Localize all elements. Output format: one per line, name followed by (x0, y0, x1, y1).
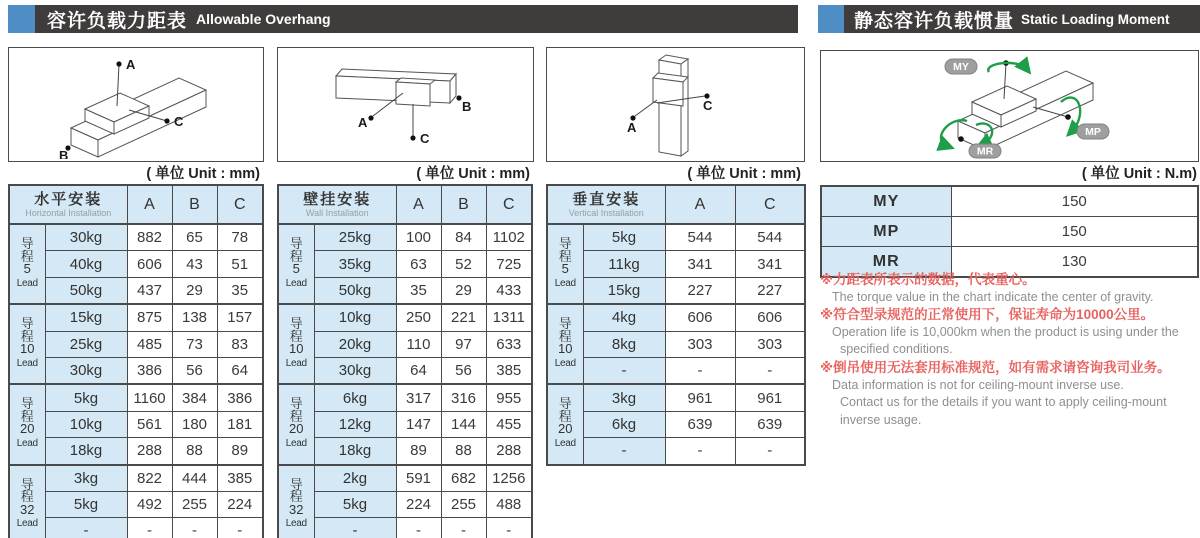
table-row (278, 331, 532, 357)
blue-accent-block (818, 5, 844, 33)
load-cell: 50kg (314, 277, 396, 304)
load-cell: 10kg (314, 304, 396, 331)
value-cell: 100 (396, 224, 441, 251)
note-en: inverse usage. (840, 412, 922, 427)
wall-rail-drawing (278, 48, 531, 159)
table-row (278, 251, 532, 277)
value-cell: 444 (172, 465, 217, 492)
lead-cell: 导 程 5 Lead (9, 224, 45, 304)
value-cell: 1311 (486, 304, 532, 331)
table-row (547, 438, 805, 465)
value-cell: 63 (396, 251, 441, 277)
value-cell: 89 (217, 438, 263, 465)
load-cell: 40kg (45, 251, 127, 277)
value-cell: 1102 (486, 224, 532, 251)
table-row (9, 491, 263, 517)
point-b-label: B (59, 148, 69, 159)
table-row (9, 438, 263, 465)
value-cell: 227 (735, 277, 805, 304)
value-cell: 51 (217, 251, 263, 277)
value-cell: 78 (217, 224, 263, 251)
table-row (9, 411, 263, 437)
load-cell: 10kg (45, 411, 127, 437)
value-cell: 147 (396, 411, 441, 437)
table-row (9, 224, 263, 251)
value-cell: 433 (486, 277, 532, 304)
table-title-zh: 壁挂安装 (303, 191, 372, 208)
load-cell: 6kg (314, 384, 396, 411)
static-loading-moment-header (818, 5, 1200, 33)
value-cell: 84 (441, 224, 486, 251)
point-a-label: A (627, 120, 637, 135)
unit-label-mm-2: ( 单位 Unit : mm) (416, 166, 530, 182)
value-cell: 250 (396, 304, 441, 331)
table-header-row (547, 185, 805, 224)
table-row (547, 411, 805, 437)
load-cell: 25kg (45, 331, 127, 357)
lead-cell: 导 程 32 Lead (278, 465, 314, 538)
value-cell: 633 (486, 331, 532, 357)
value-cell: 144 (441, 411, 486, 437)
value-cell: 303 (735, 331, 805, 357)
value-cell: 316 (441, 384, 486, 411)
moment-value: 130 (951, 247, 1198, 278)
load-cell: 8kg (583, 331, 665, 357)
value-cell: - (665, 438, 735, 465)
value-cell: - (396, 518, 441, 538)
point-c-dot (164, 118, 169, 123)
header-title-en: Static Loading Moment (1021, 11, 1170, 27)
allowable-overhang-header (8, 5, 798, 33)
load-cell: 3kg (45, 465, 127, 492)
load-cell: 20kg (314, 331, 396, 357)
value-cell: 157 (217, 304, 263, 331)
note-en: The torque value in the chart indicate the center of gravity. (832, 289, 1154, 304)
wall-installation-table (277, 184, 533, 538)
value-cell: 606 (735, 304, 805, 331)
value-cell: 822 (127, 465, 172, 492)
table-row (278, 224, 532, 251)
table-row (278, 491, 532, 517)
load-cell: 35kg (314, 251, 396, 277)
load-cell: 5kg (45, 384, 127, 411)
note-zh: ※符合型录规范的正常使用下，保证寿命为10000公里。 (820, 307, 1155, 323)
value-cell: 455 (486, 411, 532, 437)
moment-rail-drawing (821, 51, 1196, 159)
column-header: A (396, 185, 441, 224)
value-cell: 544 (735, 224, 805, 251)
table-title (278, 185, 396, 224)
point-c-label: C (174, 114, 184, 129)
load-cell: 12kg (314, 411, 396, 437)
mp-badge-label: MP (1085, 126, 1101, 138)
value-cell: - (665, 357, 735, 384)
value-cell: 955 (486, 384, 532, 411)
value-cell: 1256 (486, 465, 532, 492)
value-cell: 882 (127, 224, 172, 251)
column-header: A (127, 185, 172, 224)
table-title-zh: 垂直安装 (572, 191, 641, 208)
point-a-label: A (126, 57, 136, 72)
value-cell: - (127, 518, 172, 538)
value-cell: 961 (665, 384, 735, 411)
header-title-en: Allowable Overhang (196, 11, 331, 27)
table-row (547, 224, 805, 251)
value-cell: 255 (172, 491, 217, 517)
lead-cell: 导 程 20 Lead (547, 384, 583, 464)
load-cell: - (583, 438, 665, 465)
moment-label: MR (821, 247, 951, 278)
load-cell: 30kg (314, 357, 396, 384)
value-cell: 65 (172, 224, 217, 251)
lead-cell: 导 程 10 Lead (9, 304, 45, 384)
unit-label-nm: ( 单位 Unit : N.m) (1081, 166, 1197, 182)
mr-badge-label: MR (976, 145, 994, 158)
load-cell: 3kg (583, 384, 665, 411)
load-cell: 30kg (45, 357, 127, 384)
value-cell: 255 (441, 491, 486, 517)
table-row (278, 277, 532, 304)
value-cell: 606 (665, 304, 735, 331)
point-c-dot (410, 135, 415, 140)
point-b-dot (456, 95, 461, 100)
value-cell: 386 (217, 384, 263, 411)
load-cell: 5kg (45, 491, 127, 517)
header-bar (35, 5, 798, 33)
moment-table (820, 185, 1199, 278)
load-cell: 30kg (45, 224, 127, 251)
vertical-installation-table (546, 184, 806, 466)
header-title-zh: 静态容许负载惯量 (854, 10, 1015, 32)
table-row (278, 518, 532, 538)
load-cell: - (314, 518, 396, 538)
value-cell: 385 (217, 465, 263, 492)
value-cell: 73 (172, 331, 217, 357)
value-cell: 591 (396, 465, 441, 492)
table-row (547, 331, 805, 357)
table-row (9, 357, 263, 384)
value-cell: 29 (172, 277, 217, 304)
value-cell: 181 (217, 411, 263, 437)
mp-axis-dot (1065, 114, 1071, 120)
value-cell: 961 (735, 384, 805, 411)
value-cell: 1160 (127, 384, 172, 411)
value-cell: 110 (396, 331, 441, 357)
vertical-rail-drawing (547, 48, 802, 159)
value-cell: 317 (396, 384, 441, 411)
value-cell: 180 (172, 411, 217, 437)
blue-accent-block (8, 5, 35, 33)
load-cell: 4kg (583, 304, 665, 331)
value-cell: 224 (396, 491, 441, 517)
lead-cell: 导 程 10 Lead (278, 304, 314, 384)
value-cell: 544 (665, 224, 735, 251)
value-cell: - (172, 518, 217, 538)
value-cell: 875 (127, 304, 172, 331)
value-cell: 89 (396, 438, 441, 465)
note-zh: ※倒吊使用无法套用标准规范，如有需求请咨询我司业务。 (820, 359, 1171, 375)
note-en: Operation life is 10,000km when the product is using under the (832, 324, 1179, 339)
value-cell: 725 (486, 251, 532, 277)
header-bar (844, 5, 1200, 33)
value-cell: 561 (127, 411, 172, 437)
value-cell: - (486, 518, 532, 538)
point-c-label: C (703, 98, 713, 113)
load-cell: 5kg (314, 491, 396, 517)
value-cell: 606 (127, 251, 172, 277)
horizontal-installation-table (8, 184, 264, 538)
value-cell: 341 (665, 251, 735, 277)
unit-label-mm-3: ( 单位 Unit : mm) (687, 166, 801, 182)
load-cell: 15kg (583, 277, 665, 304)
value-cell: 88 (172, 438, 217, 465)
vertical-installation-diagram (546, 47, 805, 162)
column-header: C (735, 185, 805, 224)
column-header: C (486, 185, 532, 224)
load-cell: 2kg (314, 465, 396, 492)
moment-row (821, 217, 1198, 247)
table-row (278, 438, 532, 465)
value-cell: 224 (217, 491, 263, 517)
wall-installation-diagram (277, 47, 534, 162)
lead-cell: 导 程 20 Lead (9, 384, 45, 464)
value-cell: 682 (441, 465, 486, 492)
lead-cell: 导 程 5 Lead (278, 224, 314, 304)
value-cell: 56 (172, 357, 217, 384)
moment-value: 150 (951, 217, 1198, 247)
load-cell: - (583, 357, 665, 384)
value-cell: 485 (127, 331, 172, 357)
column-header: B (172, 185, 217, 224)
table-title-en: Wall Installation (305, 208, 369, 218)
table-row (547, 357, 805, 384)
table-header-row (278, 185, 532, 224)
load-cell: - (45, 518, 127, 538)
value-cell: 288 (127, 438, 172, 465)
value-cell: 138 (172, 304, 217, 331)
table-row (547, 251, 805, 277)
table-row (547, 277, 805, 304)
moment-value: 150 (951, 186, 1198, 217)
moment-label: MY (821, 186, 951, 217)
mr-axis-dot (958, 136, 964, 142)
value-cell: 386 (127, 357, 172, 384)
load-cell: 25kg (314, 224, 396, 251)
moment-diagram (820, 50, 1199, 162)
value-cell: - (735, 357, 805, 384)
table-row (278, 465, 532, 492)
table-title (547, 185, 665, 224)
table-row (9, 384, 263, 411)
unit-label-mm-1: ( 单位 Unit : mm) (146, 166, 260, 182)
point-a-label: A (358, 115, 368, 130)
notes (820, 271, 1200, 429)
value-cell: - (441, 518, 486, 538)
value-cell: 639 (735, 411, 805, 437)
point-a-dot (116, 61, 121, 66)
note-zh: ※力距表所表示的数据，代表重心。 (820, 272, 1036, 287)
table-header-row (9, 185, 263, 224)
value-cell: 437 (127, 277, 172, 304)
value-cell: 221 (441, 304, 486, 331)
value-cell: 492 (127, 491, 172, 517)
value-cell: 488 (486, 491, 532, 517)
table-row (9, 251, 263, 277)
table-title-zh: 水平安装 (34, 191, 103, 208)
value-cell: 288 (486, 438, 532, 465)
value-cell: 56 (441, 357, 486, 384)
value-cell: 303 (665, 331, 735, 357)
column-header: A (665, 185, 735, 224)
value-cell: 385 (486, 357, 532, 384)
lead-cell: 导 程 32 Lead (9, 465, 45, 538)
value-cell: - (735, 438, 805, 465)
table-row (547, 384, 805, 411)
table-row (9, 277, 263, 304)
value-cell: 43 (172, 251, 217, 277)
value-cell: 227 (665, 277, 735, 304)
value-cell: 35 (396, 277, 441, 304)
point-a-dot (368, 115, 373, 120)
point-b-label: B (462, 99, 472, 114)
lead-cell: 导 程 20 Lead (278, 384, 314, 464)
table-title-en: Horizontal Installation (25, 208, 112, 218)
load-cell: 15kg (45, 304, 127, 331)
load-cell: 50kg (45, 277, 127, 304)
value-cell: 52 (441, 251, 486, 277)
value-cell: 64 (396, 357, 441, 384)
value-cell: 341 (735, 251, 805, 277)
load-cell: 5kg (583, 224, 665, 251)
load-cell: 18kg (314, 438, 396, 465)
load-cell: 11kg (583, 251, 665, 277)
moment-label: MP (821, 217, 951, 247)
value-cell: 35 (217, 277, 263, 304)
table-row (278, 384, 532, 411)
note-en: Contact us for the details if you want to apply ceiling-mount (840, 395, 1167, 410)
table-row (9, 465, 263, 492)
lead-cell: 导 程 10 Lead (547, 304, 583, 384)
value-cell: 29 (441, 277, 486, 304)
point-c-label: C (420, 131, 430, 146)
note-en: specified conditions. (840, 342, 953, 357)
column-header: C (217, 185, 263, 224)
table-row (278, 411, 532, 437)
moment-row (821, 186, 1198, 217)
horizontal-rail-drawing (9, 48, 261, 159)
my-badge-label: MY (953, 61, 969, 73)
value-cell: 83 (217, 331, 263, 357)
value-cell: 639 (665, 411, 735, 437)
table-row (9, 518, 263, 538)
table-row (547, 304, 805, 331)
load-cell: 6kg (583, 411, 665, 437)
note-en: Data information is not for ceiling-mount inverse use. (832, 377, 1124, 392)
value-cell: 384 (172, 384, 217, 411)
table-title-en: Vertical Installation (568, 208, 644, 218)
value-cell: 88 (441, 438, 486, 465)
horizontal-installation-diagram (8, 47, 264, 162)
table-title (9, 185, 127, 224)
table-row (9, 304, 263, 331)
table-row (9, 331, 263, 357)
value-cell: 97 (441, 331, 486, 357)
header-title-zh: 容许负载力距表 (47, 10, 188, 32)
value-cell: 64 (217, 357, 263, 384)
table-row (278, 304, 532, 331)
lead-cell: 导 程 5 Lead (547, 224, 583, 304)
table-row (278, 357, 532, 384)
value-cell: - (217, 518, 263, 538)
column-header: B (441, 185, 486, 224)
load-cell: 18kg (45, 438, 127, 465)
